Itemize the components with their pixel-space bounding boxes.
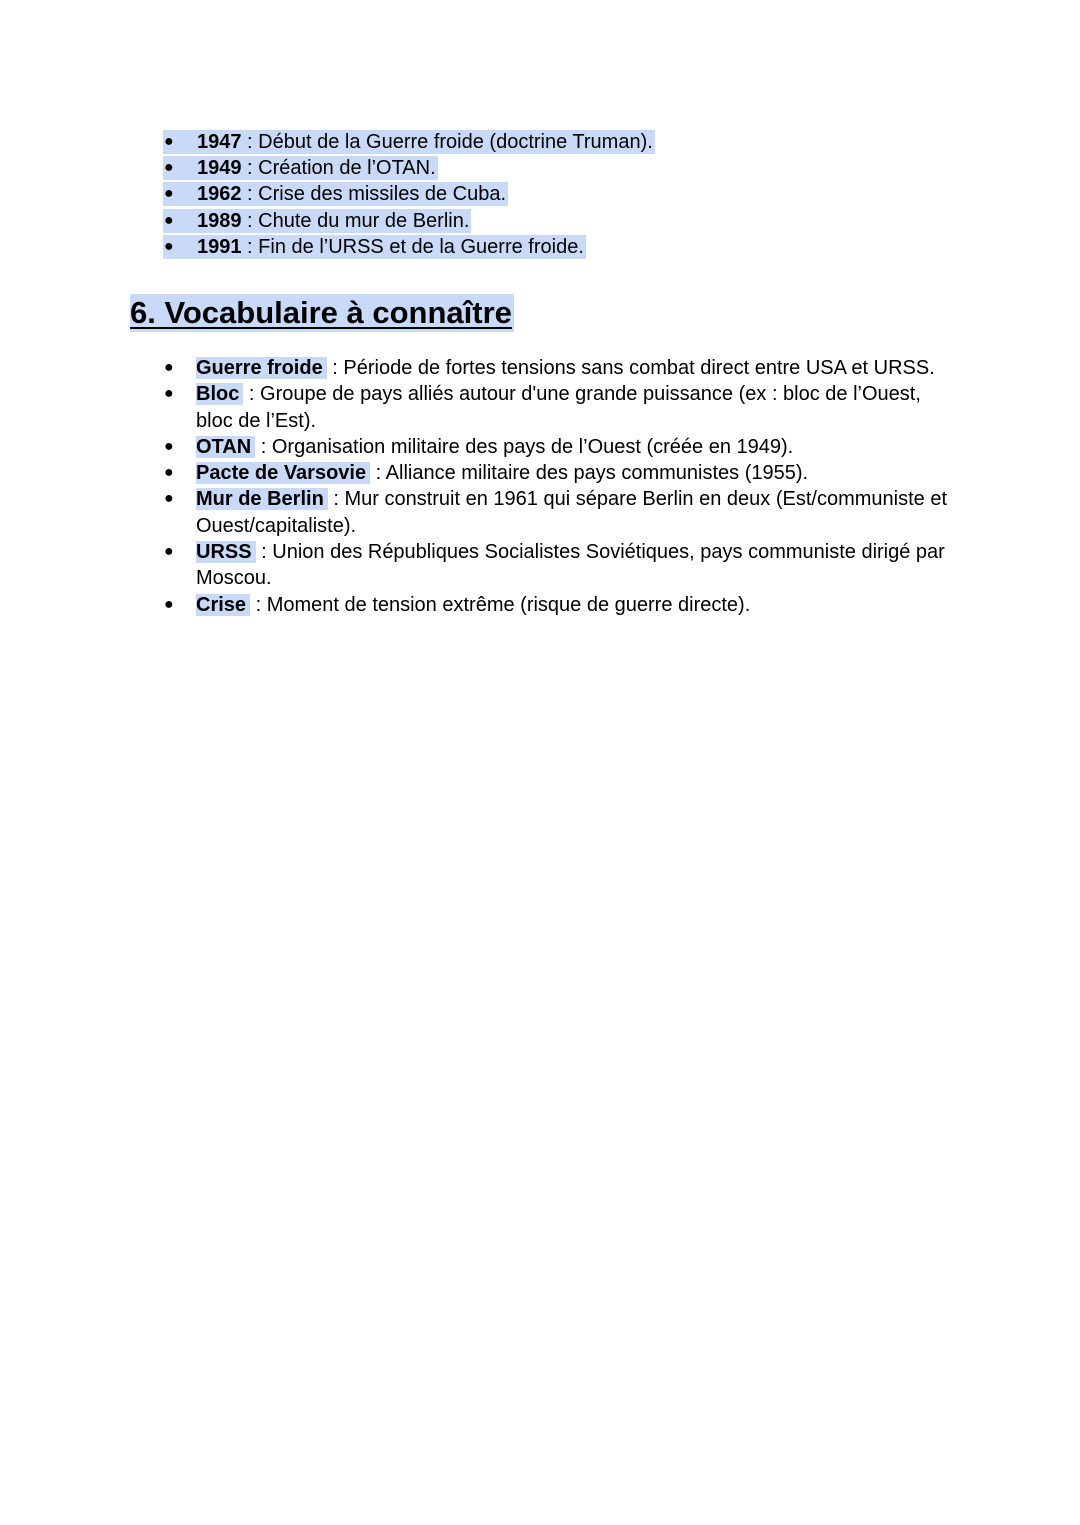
- list-item: [163, 381, 963, 434]
- vocab-definition: : Alliance militaire des pays communistes (1955).: [375, 462, 809, 485]
- timeline-year: 1989: [197, 209, 242, 232]
- vocab-definition: : Groupe de pays alliés autour d'une grande puissance (ex : bloc de l’Ouest, bloc de l’Est).: [196, 383, 921, 432]
- timeline-year: 1949: [197, 157, 242, 180]
- timeline-year: 1962: [197, 183, 242, 206]
- bullet-icon: ●: [164, 437, 174, 455]
- vocabulary-list: [163, 355, 963, 618]
- timeline-text: : Création de l’OTAN.: [241, 157, 436, 180]
- timeline-text: : Fin de l’URSS et de la Guerre froide.: [241, 235, 584, 258]
- timeline-text: : Crise des missiles de Cuba.: [241, 183, 507, 206]
- bullet-icon: ●: [164, 237, 174, 255]
- bullet-icon: ●: [164, 359, 174, 376]
- vocab-definition: : Moment de tension extrême (risque de guerre directe).: [255, 593, 751, 616]
- timeline-text: : Début de la Guerre froide (doctrine Truman).: [241, 131, 653, 153]
- vocab-term: Mur de Berlin: [196, 488, 328, 510]
- bullet-icon: ●: [164, 159, 174, 177]
- timeline-year: 1991: [197, 235, 242, 258]
- bullet-icon: ●: [164, 185, 174, 203]
- timeline-text: : Chute du mur de Berlin.: [241, 209, 470, 232]
- vocab-definition: : Union des Républiques Socialistes Soviétiques, pays communiste dirigé par Moscou.: [196, 541, 945, 590]
- vocab-definition: : Mur construit en 1961 qui sépare Berlin en deux (Est/communiste et Ouest/capitaliste).: [196, 488, 948, 537]
- list-item: [163, 129, 655, 155]
- list-item: [163, 355, 963, 381]
- vocab-term: OTAN: [196, 436, 255, 458]
- vocab-definition: : Période de fortes tensions sans combat direct entre USA et URSS.: [332, 357, 935, 379]
- list-item: [163, 208, 655, 234]
- bullet-icon: ●: [164, 133, 174, 150]
- timeline-list: [163, 129, 655, 260]
- vocab-term: Guerre froide: [196, 357, 327, 379]
- list-item: [163, 539, 963, 592]
- vocab-term: Pacte de Varsovie: [196, 462, 370, 484]
- bullet-icon: ●: [164, 385, 174, 403]
- bullet-icon: ●: [164, 490, 174, 508]
- vocab-term: Bloc: [196, 383, 243, 405]
- vocab-definition: : Organisation militaire des pays de l’Ouest (créée en 1949).: [260, 435, 794, 458]
- list-item: [163, 234, 655, 260]
- list-item: [163, 460, 963, 486]
- bullet-icon: ●: [164, 464, 174, 482]
- vocab-term: URSS: [196, 541, 256, 563]
- list-item: [163, 486, 963, 539]
- bullet-icon: ●: [164, 595, 174, 613]
- timeline-year: 1947: [197, 131, 242, 153]
- section-heading: 6. Vocabulaire à connaître: [130, 295, 512, 330]
- bullet-icon: ●: [164, 211, 174, 229]
- list-item: [163, 155, 655, 181]
- list-item: [163, 181, 655, 207]
- vocab-term: Crise: [196, 594, 250, 616]
- list-item: [163, 592, 963, 618]
- bullet-icon: ●: [164, 543, 174, 561]
- list-item: [163, 434, 963, 460]
